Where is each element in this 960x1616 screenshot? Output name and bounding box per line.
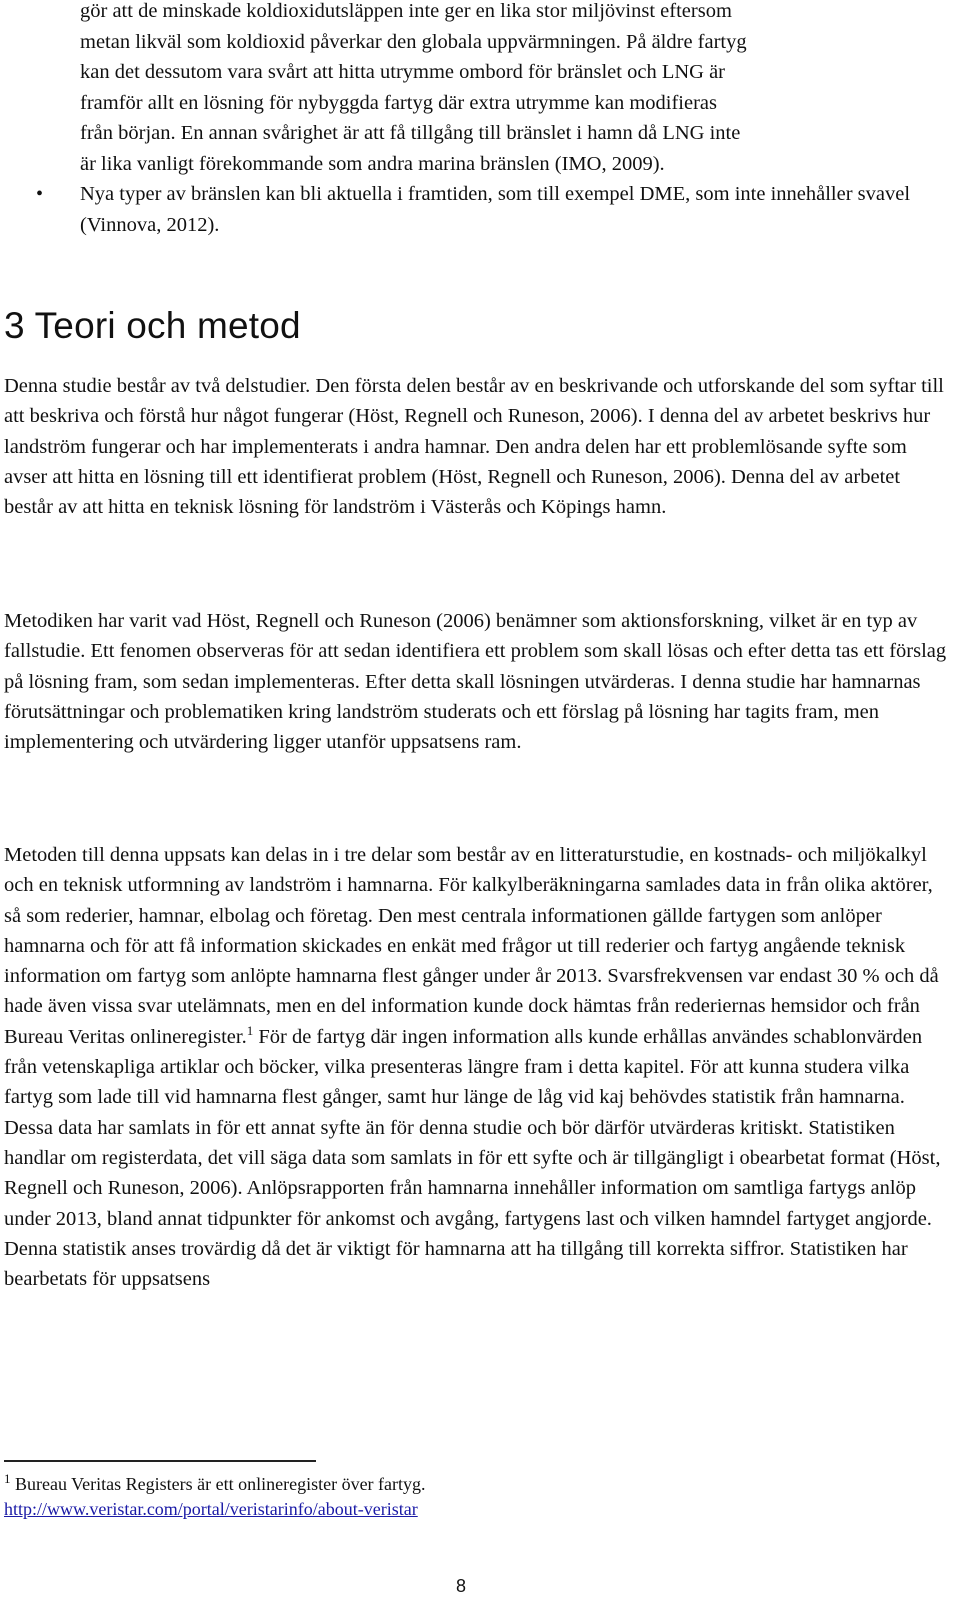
bullet-line: metan likväl som koldioxid påverkar den globala uppvärmningen. På äldre fartyg (80, 30, 747, 53)
page-number: 8 (456, 1576, 467, 1596)
paragraph: Denna studie består av två delstudier. Den första delen består av en beskrivande och utforskande del som syftar till att beskriva och förstå hur något fungerar (Höst, Regnell och Runeson, 2006). I denna del av arbetet beskrivs hur landström fungerar och har implementerats i andra hamnar. Den andra delen har ett problemlösande syfte som avser att hitta en lösning till ett identifierat problem (Höst, Regnell och Runeson, 2006). Denna del av arbetet består av att hitta en teknisk lösning för landström i Västerås och Köpings hamn. (4, 375, 944, 519)
bullet-line: kan det dessutom vara svårt att hitta utrymme ombord för bränslet och LNG är (80, 61, 725, 83)
bullet-text: Nya typer av bränslen kan bli aktuella i framtiden, som till exempel DME, som inte innehåller svavel (Vinnova, 2012). (80, 183, 911, 236)
footnote-reference[interactable]: 1 (246, 1022, 254, 1038)
bullet-line: är lika vanligt förekommande som andra marina bränslen (IMO, 2009). (80, 152, 665, 175)
footnote-link[interactable]: http://www.veristar.com/portal/veristarinfo/about-veristar (4, 1499, 418, 1519)
bullet-line: framför allt en lösning för nybyggda fartyg där extra utrymme kan modifieras (80, 91, 718, 114)
section-heading: 3 Teori och metod (4, 305, 301, 346)
bullet-line: från början. En annan svårighet är att få tillgång till bränslet i hamn då LNG inte (80, 122, 741, 144)
bullet-item-continued (0, 0, 950, 179)
paragraph-text: För de fartyg där ingen information alls kunde erhållas användes schablonvärden från vetenskapliga artiklar och böcker, vilka presenteras längre fram i detta kapitel. För att kunna studera vilka fartyg som lade till vid hamnarna flest gånger, samt hur länge de låg vid kaj behövdes statistik från hamnarna. Dessa data har samlats in för ett annat syfte än för denna studie och bör därför utvärderas kritiskt. Statistiken handlar om registerdata, det vill säga data som samlats in för ett syfte och är tillgängligt i obearbetat format (Höst, Regnell och Runeson, 2006). Anlöpsrapporten från hamnarna innehåller information om samtliga fartygs anlöp under 2013, bland annat tidpunkter för ankomst och avgång, fartygens last och vilken hamndel fartyget angjorde. Denna statistik anses trovärdig då det är viktigt för hamnarna att ha tillgång till korrekta siffror. Statistiken har bearbetats för uppsatsens (4, 1025, 941, 1291)
bullet-item (0, 179, 950, 240)
bullet-marker: • (36, 183, 44, 205)
paragraph: Metodiken har varit vad Höst, Regnell och Runeson (2006) benämner som aktionsforskning, vilket är en typ av fallstudie. Ett fenomen observeras för att sedan identifiera ett problem som skall lösas och efter detta tas ett förslag på lösning fram, som sedan implementeras. Efter detta skall lösningen utvärderas. I denna studie har hamnarnas förutsättningar och problematiken kring landström studerats och ett förslag på lösning har tagits fram, men implementering och utvärdering ligger utanför uppsatsens ram. (4, 610, 947, 754)
paragraph-text: Metoden till denna uppsats kan delas in i tre delar som består av en litteraturstudie, en kostnads- och miljökalkyl och en teknisk utformning av landström i hamnarna. För kalkylberäkningarna samlades data in från olika aktörer, så som rederier, hamnar, elbolag och företag. Den mest centrala informationen gällde fartygen som anlöper hamnarna och för att få information skickades en enkät med frågor ut till rederier och fartyg angående teknisk information om fartyg som anlöpte hamnarna flest gånger under år 2013. Svarsfrekvensen var endast 30 % och då hade även vissa svar utelämnats, men en del information kunde dock hämtas från rederiernas hemsidor och från Bureau Veritas onlineregister. (4, 844, 939, 1048)
footnote-divider (4, 1460, 316, 1462)
footnote-number: 1 (4, 1471, 11, 1486)
bullet-line: gör att de minskade koldioxidutsläppen inte ger en lika stor miljövinst eftersom (80, 0, 732, 22)
bullet-list (0, 0, 950, 240)
footnote-text: Bureau Veritas Registers är ett onlineregister över fartyg. (10, 1474, 426, 1494)
footnote (4, 1472, 944, 1522)
paragraph (4, 840, 948, 1294)
